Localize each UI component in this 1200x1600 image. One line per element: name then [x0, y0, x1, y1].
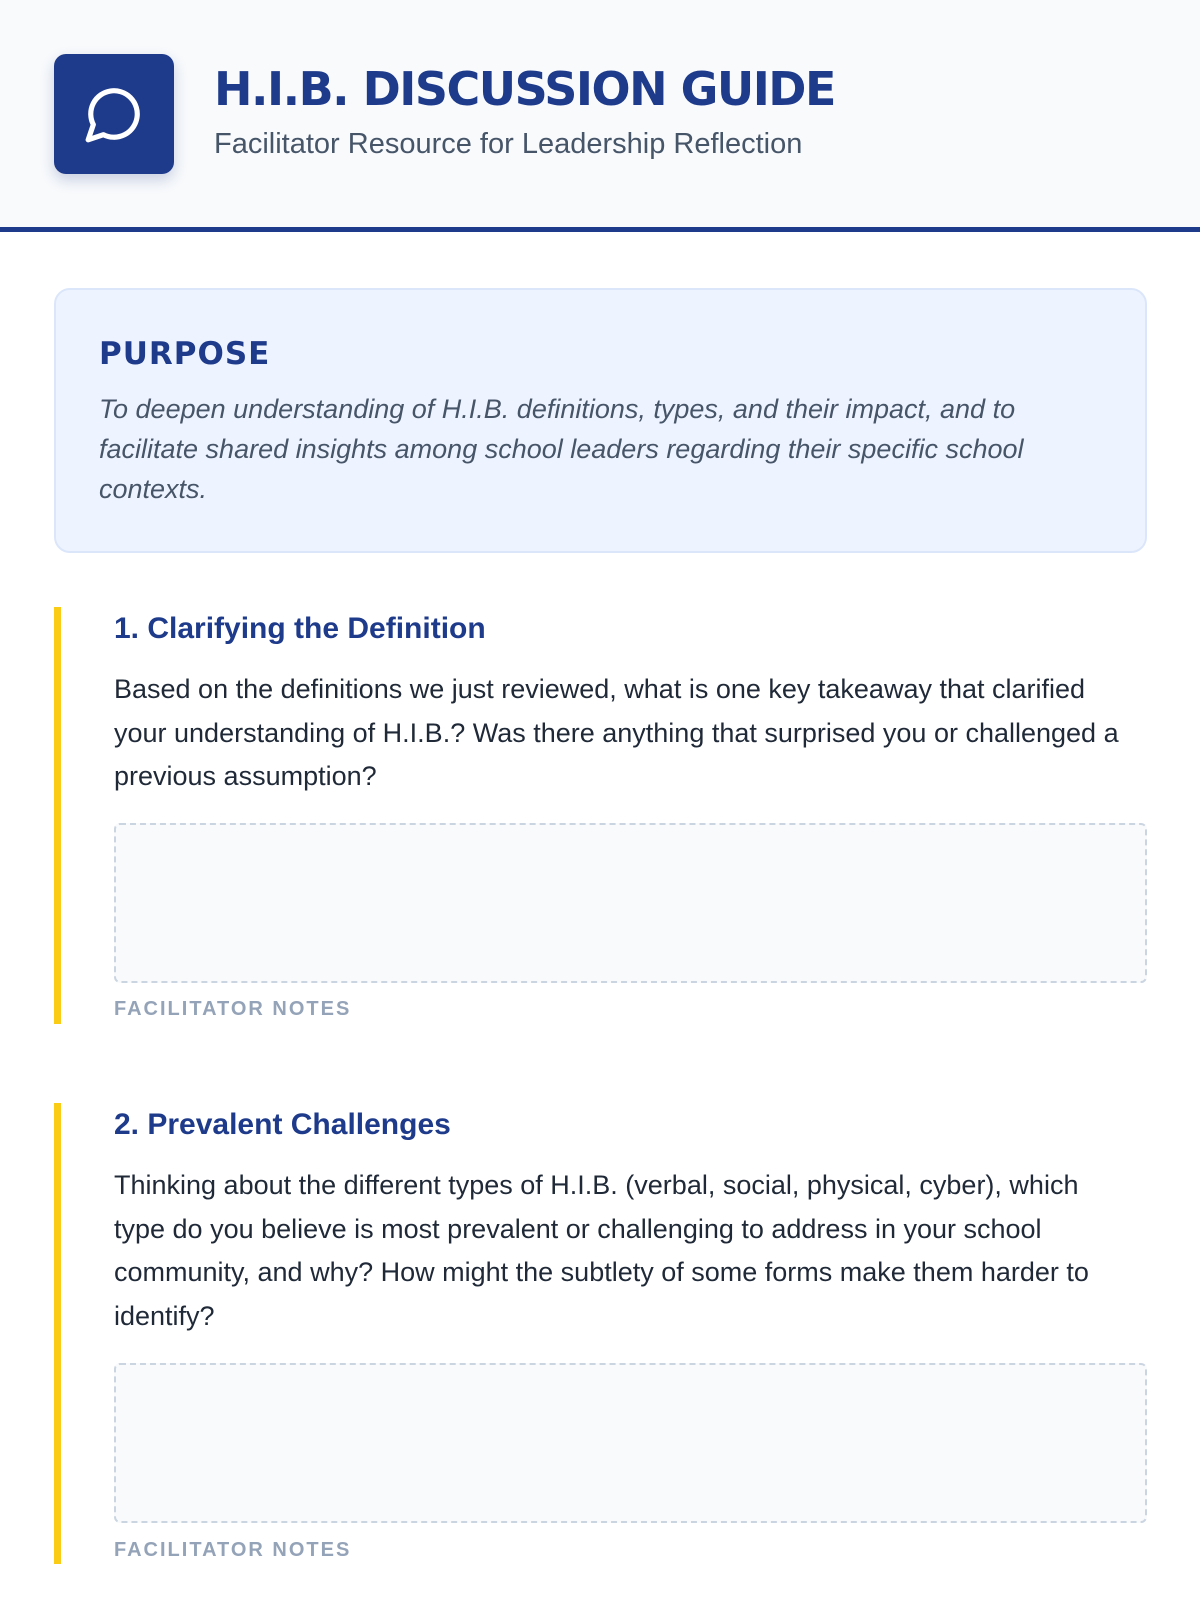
- page-subtitle: Facilitator Resource for Leadership Reflection: [214, 128, 803, 160]
- facilitator-notes-field[interactable]: [114, 823, 1147, 983]
- question-title: 2. Prevalent Challenges: [114, 1108, 451, 1141]
- facilitator-notes-label: FACILITATOR NOTES: [114, 1539, 352, 1561]
- chat-bubble-icon: [83, 83, 145, 145]
- facilitator-notes-label: FACILITATOR NOTES: [114, 998, 352, 1020]
- page-title: H.I.B. DISCUSSION GUIDE: [214, 62, 835, 116]
- purpose-text: To deepen understanding of H.I.B. definitions, types, and their impact, and to facilitate shared insights among school leaders regarding their specific school contexts.: [99, 394, 1024, 504]
- question-2: [54, 1103, 1147, 1564]
- logo-badge: [54, 54, 174, 174]
- purpose-heading: PURPOSE: [99, 336, 271, 372]
- question-text: Thinking about the different types of H.I.B. (verbal, social, physical, cyber), which type do you believe is most prevalent or challenging to address in your school community, and why? How might the subtlety of some forms make them harder to identify?: [114, 1170, 1089, 1331]
- question-text: Based on the definitions we just reviewed, what is one key takeaway that clarified your understanding of H.I.B.? Was there anything that surprised you or challenged a previous assumption?: [114, 674, 1119, 791]
- facilitator-notes-field[interactable]: [114, 1363, 1147, 1523]
- question-1: [54, 607, 1147, 1024]
- question-title: 1. Clarifying the Definition: [114, 612, 486, 645]
- page-header: [0, 0, 1200, 232]
- purpose-card: [54, 288, 1147, 553]
